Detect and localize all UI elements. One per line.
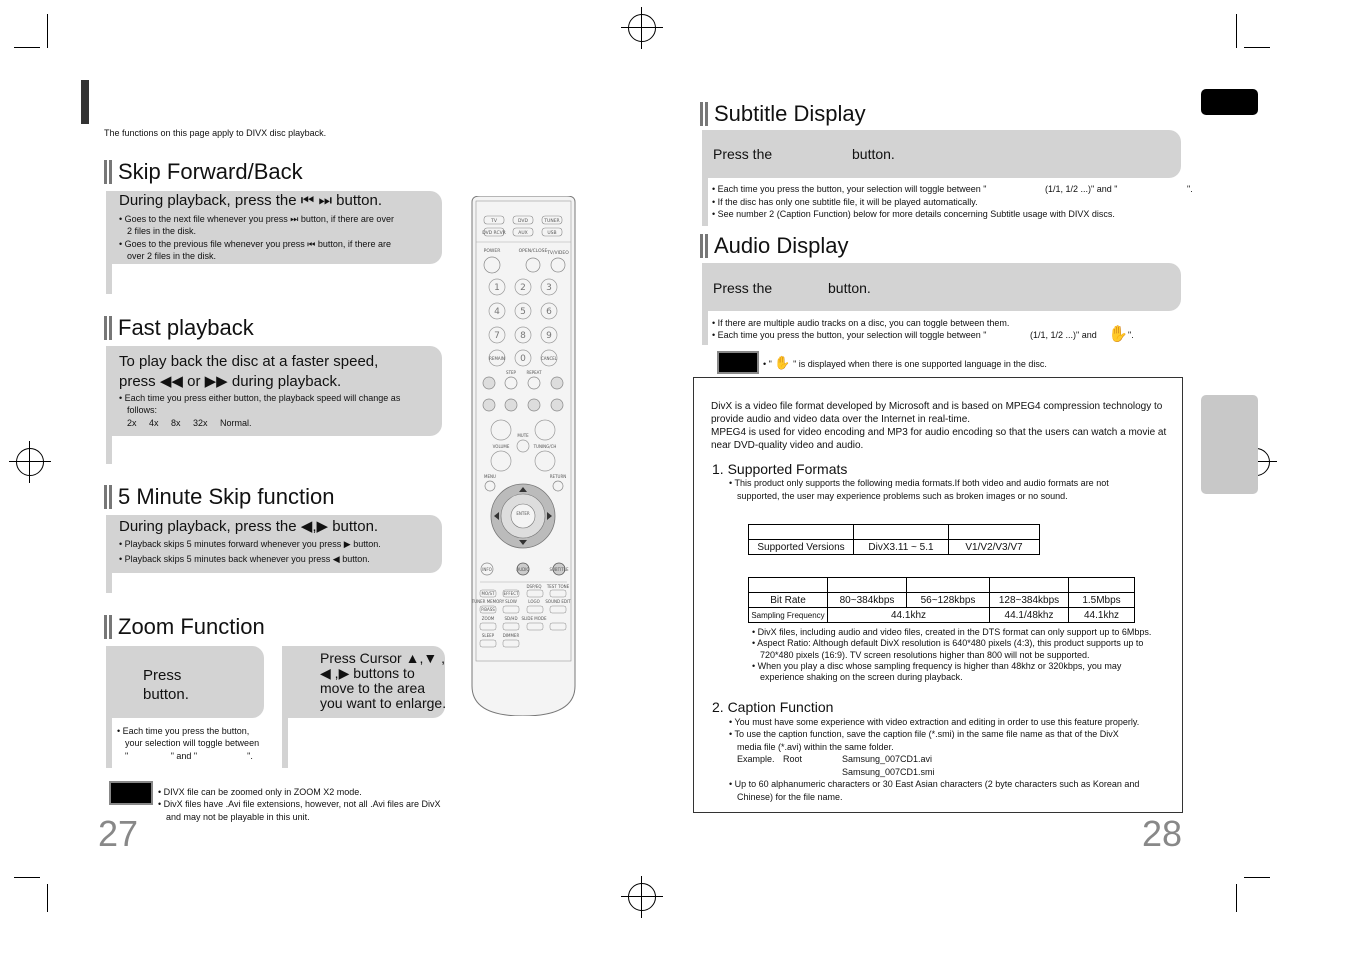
audio-panel <box>702 263 1181 311</box>
remote-sd-hd-label: SD/HD <box>504 616 518 621</box>
divx-note-2-cont: 720*480 pixels (16:9). TV screen resolutions higher than 800 will not be supported. <box>760 650 1090 660</box>
remote-dvd-rcvr-label: DVD RCVR <box>482 231 506 236</box>
note-2-cont: and may not be playable in this unit. <box>166 812 310 822</box>
remote-key-0: 0 <box>520 354 526 364</box>
remote-open-close-label: OPEN/CLOSE <box>518 249 548 254</box>
title-bars-icon <box>104 485 112 509</box>
table-cell: 56~128kbps <box>907 593 990 608</box>
remote-audio-label: AUDIO <box>516 567 530 572</box>
table-cell: DivX3.11 ~ 5.1 <box>854 540 949 555</box>
example-file-2: Samsung_007CD1.smi <box>842 767 935 777</box>
fast-speeds: 2x 4x 8x 32x Normal. <box>127 418 252 428</box>
skip-bullet-2: • Goes to the previous file whenever you press ⏮ button, if there are <box>119 238 391 250</box>
title-bars-icon <box>104 316 112 340</box>
remote-step-label: STEP <box>506 370 516 375</box>
remote-return-label: RETURN <box>549 474 567 479</box>
zoom-step1-panel <box>106 646 264 718</box>
remote-aux-label: AUX <box>518 231 528 236</box>
remote-dimmer-label: DIMMER <box>502 633 520 638</box>
audio-format-table <box>748 577 1135 623</box>
cursor-right-icon: ▶ <box>343 539 351 549</box>
remote-key-1: 1 <box>494 283 500 293</box>
remote-p-bass-label: P.BASS <box>481 607 495 612</box>
table-cell: Supported Versions <box>749 540 854 555</box>
remote-remain-label: REMAIN <box>489 356 505 361</box>
table-cell: 44.1khz <box>1069 608 1135 623</box>
skip-bullet-1: • Goes to the next file whenever you press ⏭ button, if there are over <box>119 213 394 225</box>
skip-back-icon: ⏮ <box>300 192 315 209</box>
caption-bullet-3-cont: Chinese) for the file name. <box>737 792 843 802</box>
hand-icon: ✋ <box>774 355 791 370</box>
panel-strip <box>106 573 112 593</box>
remote-sound-edit-label: SOUND EDIT <box>545 599 571 604</box>
remote-control-illustration <box>470 196 577 716</box>
remote-key-6: 6 <box>546 307 552 317</box>
panel-strip <box>282 718 288 768</box>
subtitle-bullet-1-b: (1/1, 1/2 ...)" and " <box>1045 184 1118 194</box>
video-format-table <box>748 524 1040 555</box>
crop-mark <box>1244 47 1270 48</box>
table-cell: 80~384kbps <box>828 593 907 608</box>
remote-tuner-memory-label: TUNER MEMORY <box>471 599 505 604</box>
section-title-zoom: Zoom Function <box>104 614 265 640</box>
cursor-right-icon: ▶ <box>316 518 329 535</box>
subtitle-lead-a: Press the <box>713 146 773 162</box>
caption-bullet-2: • To use the caption function, save the caption file (*.smi) in the same file name as that of the DivX <box>729 728 1119 740</box>
audio-bullet-2-b: (1/1, 1/2 ...)" and <box>1030 330 1097 340</box>
crop-mark <box>14 47 40 48</box>
caption-bullet-3: • Up to 60 alphanumeric characters or 30 East Asian characters (2 byte characters such as Korean and <box>729 778 1139 790</box>
crop-mark <box>14 877 40 878</box>
intro-text: The functions on this page apply to DIVX disc playback. <box>104 128 327 138</box>
cursor-left-icon: ◀ <box>320 665 331 681</box>
remote-key-3: 3 <box>546 283 552 293</box>
fast-lead-2: press ◀◀ or ▶▶ during playback. <box>119 373 342 390</box>
remote-subtitle-label: SUBTITLE <box>549 567 569 572</box>
subtitle-bullet-2: • If the disc has only one subtitle file, it will be played automatically. <box>712 196 978 208</box>
section-title-subtitle: Subtitle Display <box>700 101 866 127</box>
title-bars-icon <box>700 102 708 126</box>
skip-bullet-2-cont: over 2 files in the disk. <box>127 251 217 261</box>
caption-function-heading: 2. Caption Function <box>712 699 834 715</box>
cursor-down-icon: ▼ <box>423 650 438 666</box>
crop-mark <box>47 884 48 912</box>
remote-key-4: 4 <box>494 307 500 317</box>
remote-slide-mode-label: SLIDE MODE <box>521 616 547 621</box>
remote-cancel-label: CANCEL <box>540 356 558 361</box>
page-number-right: 28 <box>1142 813 1183 854</box>
table-cell: V1/V2/V3/V7 <box>949 540 1040 555</box>
audio-bullet-1: • If there are multiple audio tracks on a disc, you can toggle between them. <box>712 317 1009 329</box>
table-cell: Sampling Frequency <box>749 608 828 623</box>
audio-lead-a: Press the <box>713 280 773 296</box>
example-root: Root <box>783 754 803 764</box>
remote-menu-label: MENU <box>484 474 496 479</box>
remote-tuner-label: TUNER <box>544 219 560 224</box>
remote-sleep-label: SLEEP <box>481 633 495 638</box>
formats-bullet-cont: supported, the user may experience problems such as broken images or no sound. <box>737 491 1068 501</box>
remote-slow-label: SLOW <box>505 599 517 604</box>
remote-mute-label: MUTE <box>517 433 529 438</box>
fast-forward-icon: ▶▶ <box>204 373 228 390</box>
fast-lead-1: To play back the disc at a faster speed, <box>119 353 379 370</box>
zoom-step2: Press Cursor ▲,▼ , ◀ ,▶ buttons to move to the area you want to enlarge. <box>320 650 447 711</box>
rewind-icon: ◀◀ <box>159 373 183 390</box>
remote-key-7: 7 <box>494 331 500 341</box>
next-icon: ⏭ <box>290 214 299 224</box>
zoom-step1-b: button. <box>143 686 189 703</box>
remote-usb-label: USB <box>547 231 557 236</box>
remote-mo-st-label: MO/ST <box>481 591 495 596</box>
divx-note-2: • Aspect Ratio: Although default DivX resolution is 640*480 pixels (4:3), this product supports up to <box>752 637 1143 649</box>
table-cell: 128~384kbps <box>990 593 1069 608</box>
remote-enter-label: ENTER <box>516 511 530 516</box>
caption-bullet-2-cont: media file (*.avi) within the same folder. <box>737 742 894 752</box>
hand-icon: ✋ <box>1108 326 1128 343</box>
chapter-tab-grey <box>1201 395 1258 494</box>
remote-test-tone-label: TEST TONE <box>546 584 570 589</box>
skip-forward-icon: ⏭ <box>318 192 332 209</box>
cursor-left-icon: ◀ <box>300 518 313 535</box>
fast-bullet-1-cont: follows: <box>127 405 158 415</box>
remote-dvd-label: DVD <box>518 219 528 224</box>
remote-volume-label: VOLUME <box>492 444 510 449</box>
remote-tv-label: TV <box>491 219 497 224</box>
section-title-fast: Fast playback <box>104 315 254 341</box>
note-badge <box>109 781 153 805</box>
fast-bullet-1: • Each time you press either button, the playback speed will change as <box>119 392 400 404</box>
title-bars-icon <box>104 615 112 639</box>
panel-strip <box>106 264 112 294</box>
remote-tuning-label: TUNING/CH <box>533 444 557 449</box>
five-lead: During playback, press the ◀,▶ button. <box>119 518 379 535</box>
remote-power-label: POWER <box>483 249 501 254</box>
audio-bullet-2: • Each time you press the button, your selection will toggle between " <box>712 329 987 341</box>
panel-strip <box>106 718 112 768</box>
divx-paragraph-2: MPEG4 is used for video encoding and MP3 for audio encoding so that the users can watch a movie at near DVD-quality video and audio. <box>711 427 1167 451</box>
divx-note-3-cont: experience shaking on the screen during playback. <box>760 672 963 682</box>
subtitle-lead-b: button. <box>852 146 895 162</box>
remote-tv-video-label: TV/VIDEO <box>547 251 569 256</box>
supported-formats-heading: 1. Supported Formats <box>712 461 848 477</box>
chapter-bar <box>81 80 89 124</box>
section-title-five-minute: 5 Minute Skip function <box>104 484 334 510</box>
chapter-tab-black <box>1201 89 1258 115</box>
remote-key-8: 8 <box>520 331 526 341</box>
cursor-up-icon: ▲ <box>405 650 420 666</box>
table-cell: 1.5Mbps <box>1069 593 1135 608</box>
zoom-bullet-1: • Each time you press the button, <box>117 725 249 737</box>
remote-key-2: 2 <box>520 283 526 293</box>
section-title-skip: Skip Forward/Back <box>104 159 303 185</box>
note-1: • DIVX file can be zoomed only in ZOOM X2 mode. <box>158 786 362 798</box>
subtitle-bullet-1-c: ". <box>1187 184 1193 194</box>
subtitle-bullet-3: • See number 2 (Caption Function) below for more details concerning Subtitle usage with DIVX discs. <box>712 208 1115 220</box>
remote-dsp-eq-label: DSP/EQ <box>526 584 542 589</box>
audio-note: • " ✋ " is displayed when there is one supported language in the disc. <box>763 357 1047 370</box>
note-badge <box>717 351 759 374</box>
skip-lead: During playback, press the ⏮ ⏭ button. <box>119 192 383 209</box>
page-number-left: 27 <box>98 813 139 854</box>
note-2: • DivX files have .Avi file extensions, however, not all .Avi files are DivX <box>158 798 440 810</box>
panel-strip <box>106 436 112 464</box>
remote-zoom-label: ZOOM <box>481 616 495 621</box>
remote-repeat-label: REPEAT <box>526 370 542 375</box>
crop-mark <box>47 14 48 48</box>
zoom-step1-a: Press <box>143 667 182 684</box>
registration-mark <box>628 14 656 42</box>
crop-mark <box>1236 14 1237 48</box>
title-bars-icon <box>104 160 112 184</box>
example-file-1: Samsung_007CD1.avi <box>842 754 933 764</box>
divx-note-1: • DivX files, including audio and video files, created in the DTS format can only support up to 6Mbps. <box>752 626 1151 638</box>
remote-key-9: 9 <box>546 331 552 341</box>
audio-bullet-2-c: ". <box>1128 330 1134 340</box>
skip-bullet-1-cont: 2 files in the disk. <box>127 226 197 236</box>
caption-bullet-1: • You must have some experience with video extraction and editing in order to use this feature properly. <box>729 716 1139 728</box>
example-label: Example. <box>737 754 775 764</box>
panel-strip <box>702 178 708 226</box>
subtitle-bullet-1: • Each time you press the button, your selection will toggle between " <box>712 183 987 195</box>
panel-strip <box>702 311 708 345</box>
table-cell: 44.1khz <box>828 608 990 623</box>
table-cell: 44.1/48khz <box>990 608 1069 623</box>
cursor-left-icon: ◀ <box>332 554 340 564</box>
remote-effect-label: EFFECT <box>503 591 519 596</box>
crop-mark <box>1244 877 1270 878</box>
remote-info-label: INFO <box>482 567 492 572</box>
audio-lead-b: button. <box>828 280 871 296</box>
divx-paragraph-1: DivX is a video file format developed by Microsoft and is based on MPEG4 compression technology to provide audio and video data over the Internet in real-time. <box>711 401 1163 425</box>
five-bullet-1: • Playback skips 5 minutes forward whenever you press ▶ button. <box>119 538 381 550</box>
remote-logo-label: LOGO <box>528 599 540 604</box>
remote-key-5: 5 <box>520 307 526 317</box>
formats-bullet: • This product only supports the following media formats.If both video and audio formats are not <box>729 477 1109 489</box>
divx-note-3: • When you play a disc whose sampling frequency is higher than 48khz or 320kbps, you may <box>752 660 1121 672</box>
table-cell: Bit Rate <box>749 593 828 608</box>
prev-icon: ⏮ <box>307 239 316 249</box>
registration-mark <box>16 448 44 476</box>
title-bars-icon <box>700 234 708 258</box>
cursor-right-icon: ▶ <box>338 665 350 681</box>
section-title-audio: Audio Display <box>700 233 849 259</box>
subtitle-panel <box>702 130 1181 178</box>
zoom-bullet-1-cont: your selection will toggle between <box>125 738 260 748</box>
crop-mark <box>1236 884 1237 912</box>
five-bullet-2: • Playback skips 5 minutes back whenever you press ◀ button. <box>119 553 370 565</box>
zoom-bullet-1-quotes: " " and " ". <box>125 751 253 761</box>
registration-mark <box>628 883 656 911</box>
